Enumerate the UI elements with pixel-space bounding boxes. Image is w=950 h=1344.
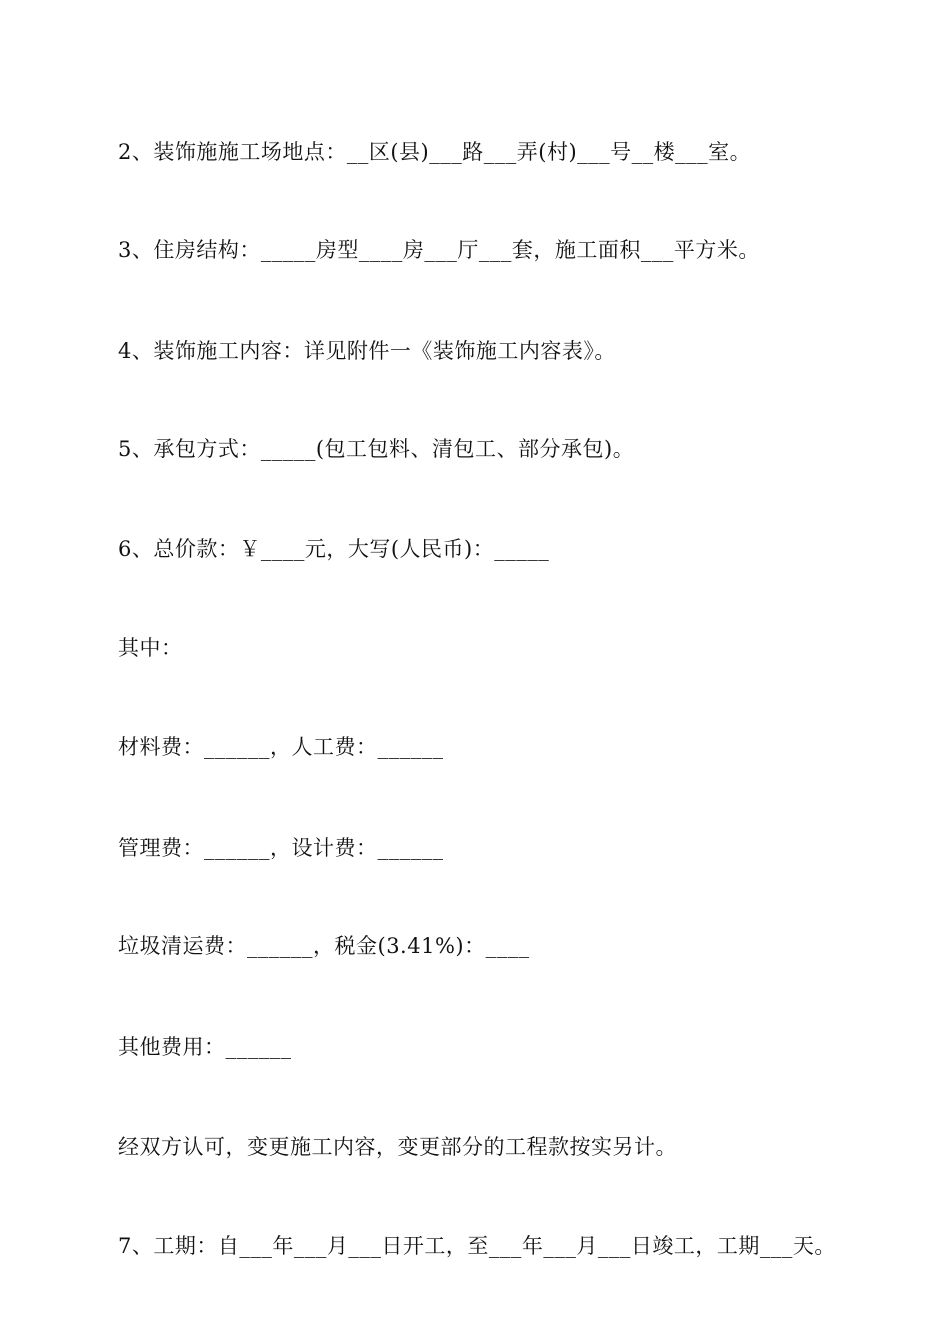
other-fees: 其他费用：______ [118,1035,292,1059]
waste-removal-tax-fees: 垃圾清运费：______，税金(3.41%)：____ [118,934,530,958]
management-design-fees: 管理费：______，设计费：______ [118,836,444,860]
clause-6-total-price: 6、总价款：￥____元，大写(人民币)：_____ [118,537,550,561]
clause-3-housing-structure: 3、住房结构：_____房型____房___厅___套，施工面积___平方米。 [118,238,760,262]
material-labor-fees: 材料费：______，人工费：______ [118,735,444,759]
clause-2-site-address: 2、装饰施施工场地点：__区(县)___路___弄(村)___号__楼___室。 [118,140,752,164]
clause-4-work-content: 4、装饰施工内容：详见附件一《装饰施工内容表》。 [118,339,616,363]
clause-5-contract-method: 5、承包方式：_____(包工包料、清包工、部分承包)。 [118,437,635,461]
clause-7-construction-period: 7、工期：自___年___月___日开工，至___年___月___日竣工，工期___天。 [118,1234,836,1258]
cost-breakdown-heading: 其中： [118,636,183,660]
change-clause: 经双方认可，变更施工内容，变更部分的工程款按实另计。 [118,1135,677,1159]
